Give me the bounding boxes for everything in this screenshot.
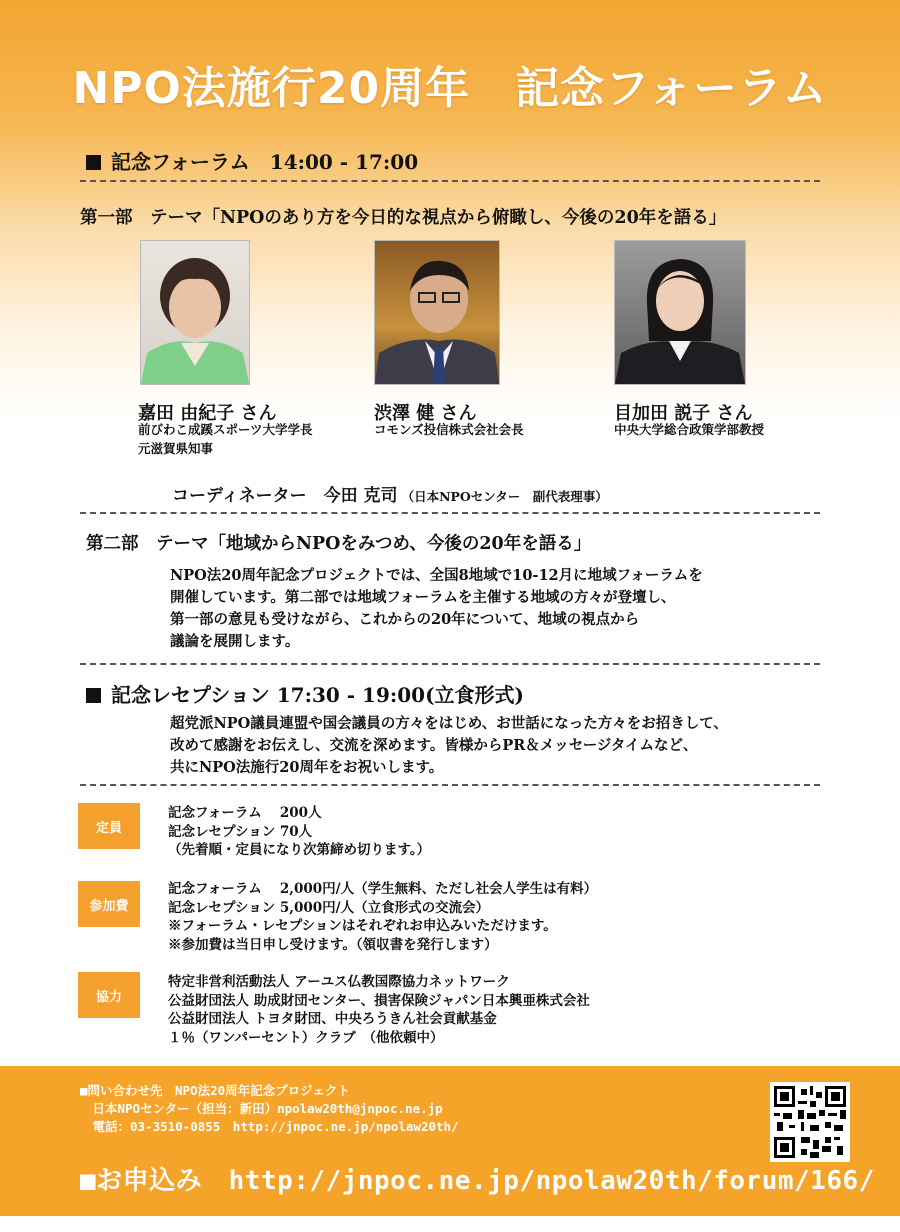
speaker-role-1b: 元滋賀県知事 — [138, 441, 214, 456]
divider — [80, 180, 820, 182]
fee-badge: 参加費 — [78, 881, 140, 927]
coordinator — [172, 481, 608, 506]
cooperation-badge: 協力 — [78, 972, 140, 1018]
qr-code-icon[interactable] — [770, 1082, 850, 1162]
apply-url[interactable]: ■お申込み http://jnpoc.ne.jp/npolaw20th/forum/166/ — [80, 1166, 875, 1196]
forum-heading-text: 記念フォーラム 14:00 - 17:00 — [111, 150, 419, 174]
text-line: 開催しています。第二部では地域フォーラムを主催する地域の方々が登壇し、 — [170, 589, 676, 606]
text-line: （先着順・定員になり次第締め切ります。） — [168, 842, 431, 858]
text-line: 記念レセプション 70人 — [168, 823, 313, 840]
capacity-details — [168, 804, 430, 860]
page-title: NPO法施行20周年 記念フォーラム — [72, 63, 828, 114]
text-line: １％（ワンパーセント）クラブ （他依頼中） — [168, 1029, 444, 1046]
text-line: 共にNPO法施行20周年をお祝いします。 — [170, 759, 444, 776]
contact-email-line[interactable]: 日本NPOセンター（担当：新田）npolaw20th@jnpoc.ne.jp — [80, 1101, 443, 1116]
contact-phone-line[interactable]: 電話：03-3510-0855 http://jnpoc.ne.jp/npolaw20th/ — [80, 1119, 459, 1134]
speaker-name-3: 目加田 説子 さん — [614, 403, 753, 424]
text-line: ※フォーラム・レセプションはそれぞれお申込みいただけます。 — [168, 918, 557, 934]
speaker-name-1: 嘉田 由紀子 さん — [138, 403, 277, 424]
coordinator-name: コーディネーター 今田 克司 — [172, 486, 398, 506]
capacity-badge: 定員 — [78, 803, 140, 849]
speaker-photo-3 — [614, 240, 746, 385]
divider — [80, 512, 820, 514]
text-line: ※参加費は当日申し受けます。（領収書を発行します） — [168, 936, 498, 953]
part2-theme: 第二部 テーマ「地域からNPOをみつめ、今後の20年を語る」 — [86, 534, 592, 554]
contact-line: ■問い合わせ先 NPO法20周年記念プロジェクト — [80, 1083, 350, 1098]
text-line: 議論を展開します。 — [170, 633, 300, 650]
text-line: 第一部の意見も受けながら、これからの20年について、地域の視点から — [170, 611, 640, 628]
fee-details — [168, 880, 597, 954]
speaker-role-2a: コモンズ投信株式会社会長 — [374, 422, 524, 437]
reception-description — [170, 713, 728, 779]
speaker-name-2: 渋澤 健 さん — [374, 403, 477, 424]
text-line: 公益財団法人 助成財団センター、損害保険ジャパン日本興亜株式会社 — [168, 992, 590, 1009]
divider — [80, 663, 820, 665]
coordinator-affiliation: （日本NPOセンター 副代表理事） — [401, 489, 608, 504]
text-line: 記念レセプション 5,000円/人（立食形式の交流会） — [168, 899, 490, 916]
divider — [80, 784, 820, 786]
speaker-role-1a: 前びわこ成蹊スポーツ大学学長 — [138, 422, 313, 437]
text-line: 公益財団法人 トヨタ財団、中央ろうきん社会貢献基金 — [168, 1011, 497, 1027]
text-line: NPO法20周年記念プロジェクトでは、全国8地域で10-12月に地域フォーラムを — [170, 567, 703, 584]
part2-description — [170, 565, 703, 653]
reception-heading-text: 記念レセプション 17:30 - 19:00(立食形式) — [111, 683, 525, 707]
text-line: 改めて感謝をお伝えし、交流を深めます。皆様からPR＆メッセージタイムなど、 — [170, 737, 698, 754]
text-line: 記念フォーラム 200人 — [168, 805, 322, 821]
text-line: 記念フォーラム 2,000円/人（学生無料、ただし社会人学生は有料） — [168, 881, 598, 897]
speaker-photo-2 — [374, 240, 500, 385]
text-line: 超党派NPO議員連盟や国会議員の方々をはじめ、お世話になった方々をお招きして、 — [170, 715, 728, 732]
forum-heading — [86, 146, 418, 175]
text-line: 特定非営利活動法人 アーユス仏教国際協力ネットワーク — [168, 974, 510, 990]
speaker-role-3a: 中央大学総合政策学部教授 — [614, 422, 765, 437]
square-bullet-icon — [86, 688, 101, 703]
reception-heading — [86, 679, 524, 708]
square-bullet-icon — [86, 155, 101, 170]
contact-info — [80, 1082, 459, 1136]
speaker-photo-1 — [140, 240, 250, 385]
cooperation-details — [168, 973, 590, 1047]
part1-theme: 第一部 テーマ「NPOのあり方を今日的な視点から俯瞰し、今後の20年を語る」 — [80, 208, 727, 228]
